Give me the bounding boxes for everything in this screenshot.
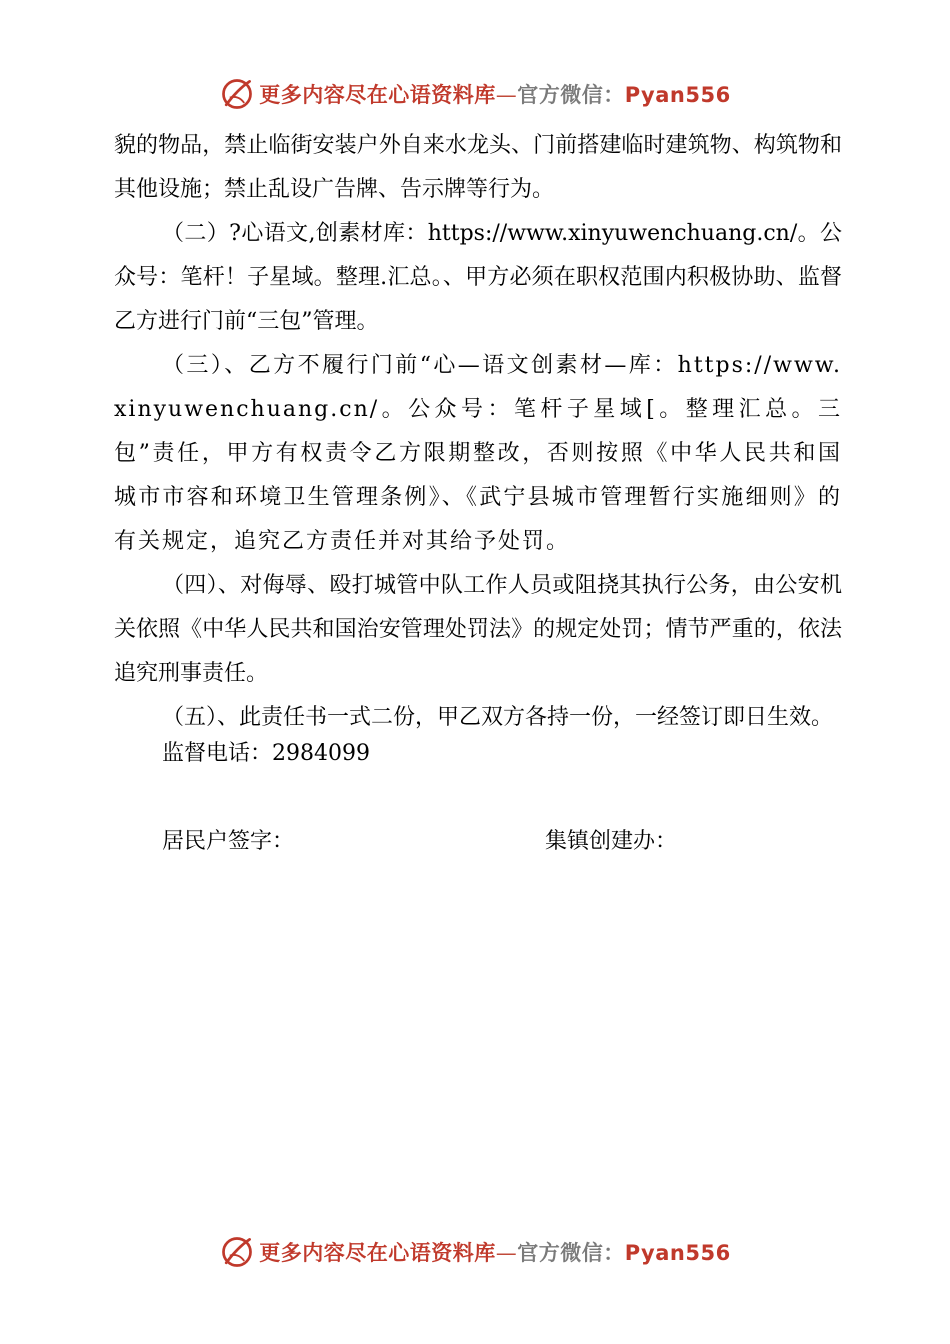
brush-logo-icon — [219, 1234, 255, 1270]
banner-handle-label: 官方微信： — [517, 1241, 625, 1265]
document-body — [114, 124, 842, 740]
resident-signature-label: 居民户签字： — [162, 829, 295, 854]
banner-wechat-id: Pyan556 — [624, 83, 731, 107]
paragraph-continuation: 貌的物品，禁止临街安装户外自来水龙头、门前搭建临时建筑物、构筑物和其他设施；禁止乱设广告牌、告示牌等行为。 — [114, 133, 842, 202]
paragraph-clause-2: （二）?心语文,创素材库：https://www.xinyuwenchuang.cn/。公众号：笔杆！子星域。整理.汇总。、甲方必须在职权范围内积极协助、监督乙方进行门前“三包”管理。 — [114, 221, 842, 334]
banner-main-text: 更多内容尽在心语资料库 — [259, 83, 496, 107]
paragraph-clause-4: （四）、对侮辱、殴打城管中队工作人员或阻挠其执行公务，由公安机关依照《中华人民共和国治安管理处罚法》的规定处罚；情节严重的，依法追究刑事责任。 — [114, 573, 842, 686]
banner-dash: — — [495, 83, 518, 107]
banner-handle-label: 官方微信： — [517, 83, 625, 107]
banner-text — [259, 79, 730, 109]
office-signature-label: 集镇创建办： — [545, 829, 678, 854]
brush-logo-icon — [219, 76, 255, 112]
header-watermark-banner — [0, 72, 950, 116]
supervision-phone: 监督电话：2984099 — [162, 741, 370, 766]
banner-wechat-id: Pyan556 — [624, 1241, 731, 1265]
banner-text — [259, 1237, 730, 1267]
banner-main-text: 更多内容尽在心语资料库 — [259, 1241, 496, 1265]
paragraph-clause-3: （三）、乙方不履行门前“心—语文创素材—库：https://www.xinyuwenchuang.cn/。公众号：笔杆子星域[。整理汇总。三包”责任，甲方有权责令乙方限期整改，否则按照《中华人民共和国城市市容和环境卫生管理条例》、《武宁县城市管理暂行实施细则》的有关规定，追究乙方责任并对其给予处罚。 — [114, 353, 842, 554]
banner-dash: — — [495, 1241, 518, 1265]
paragraph-clause-5: （五）、此责任书一式二份，甲乙双方各持一份，一经签订即日生效。 — [162, 705, 834, 730]
footer-watermark-banner — [0, 1230, 950, 1274]
